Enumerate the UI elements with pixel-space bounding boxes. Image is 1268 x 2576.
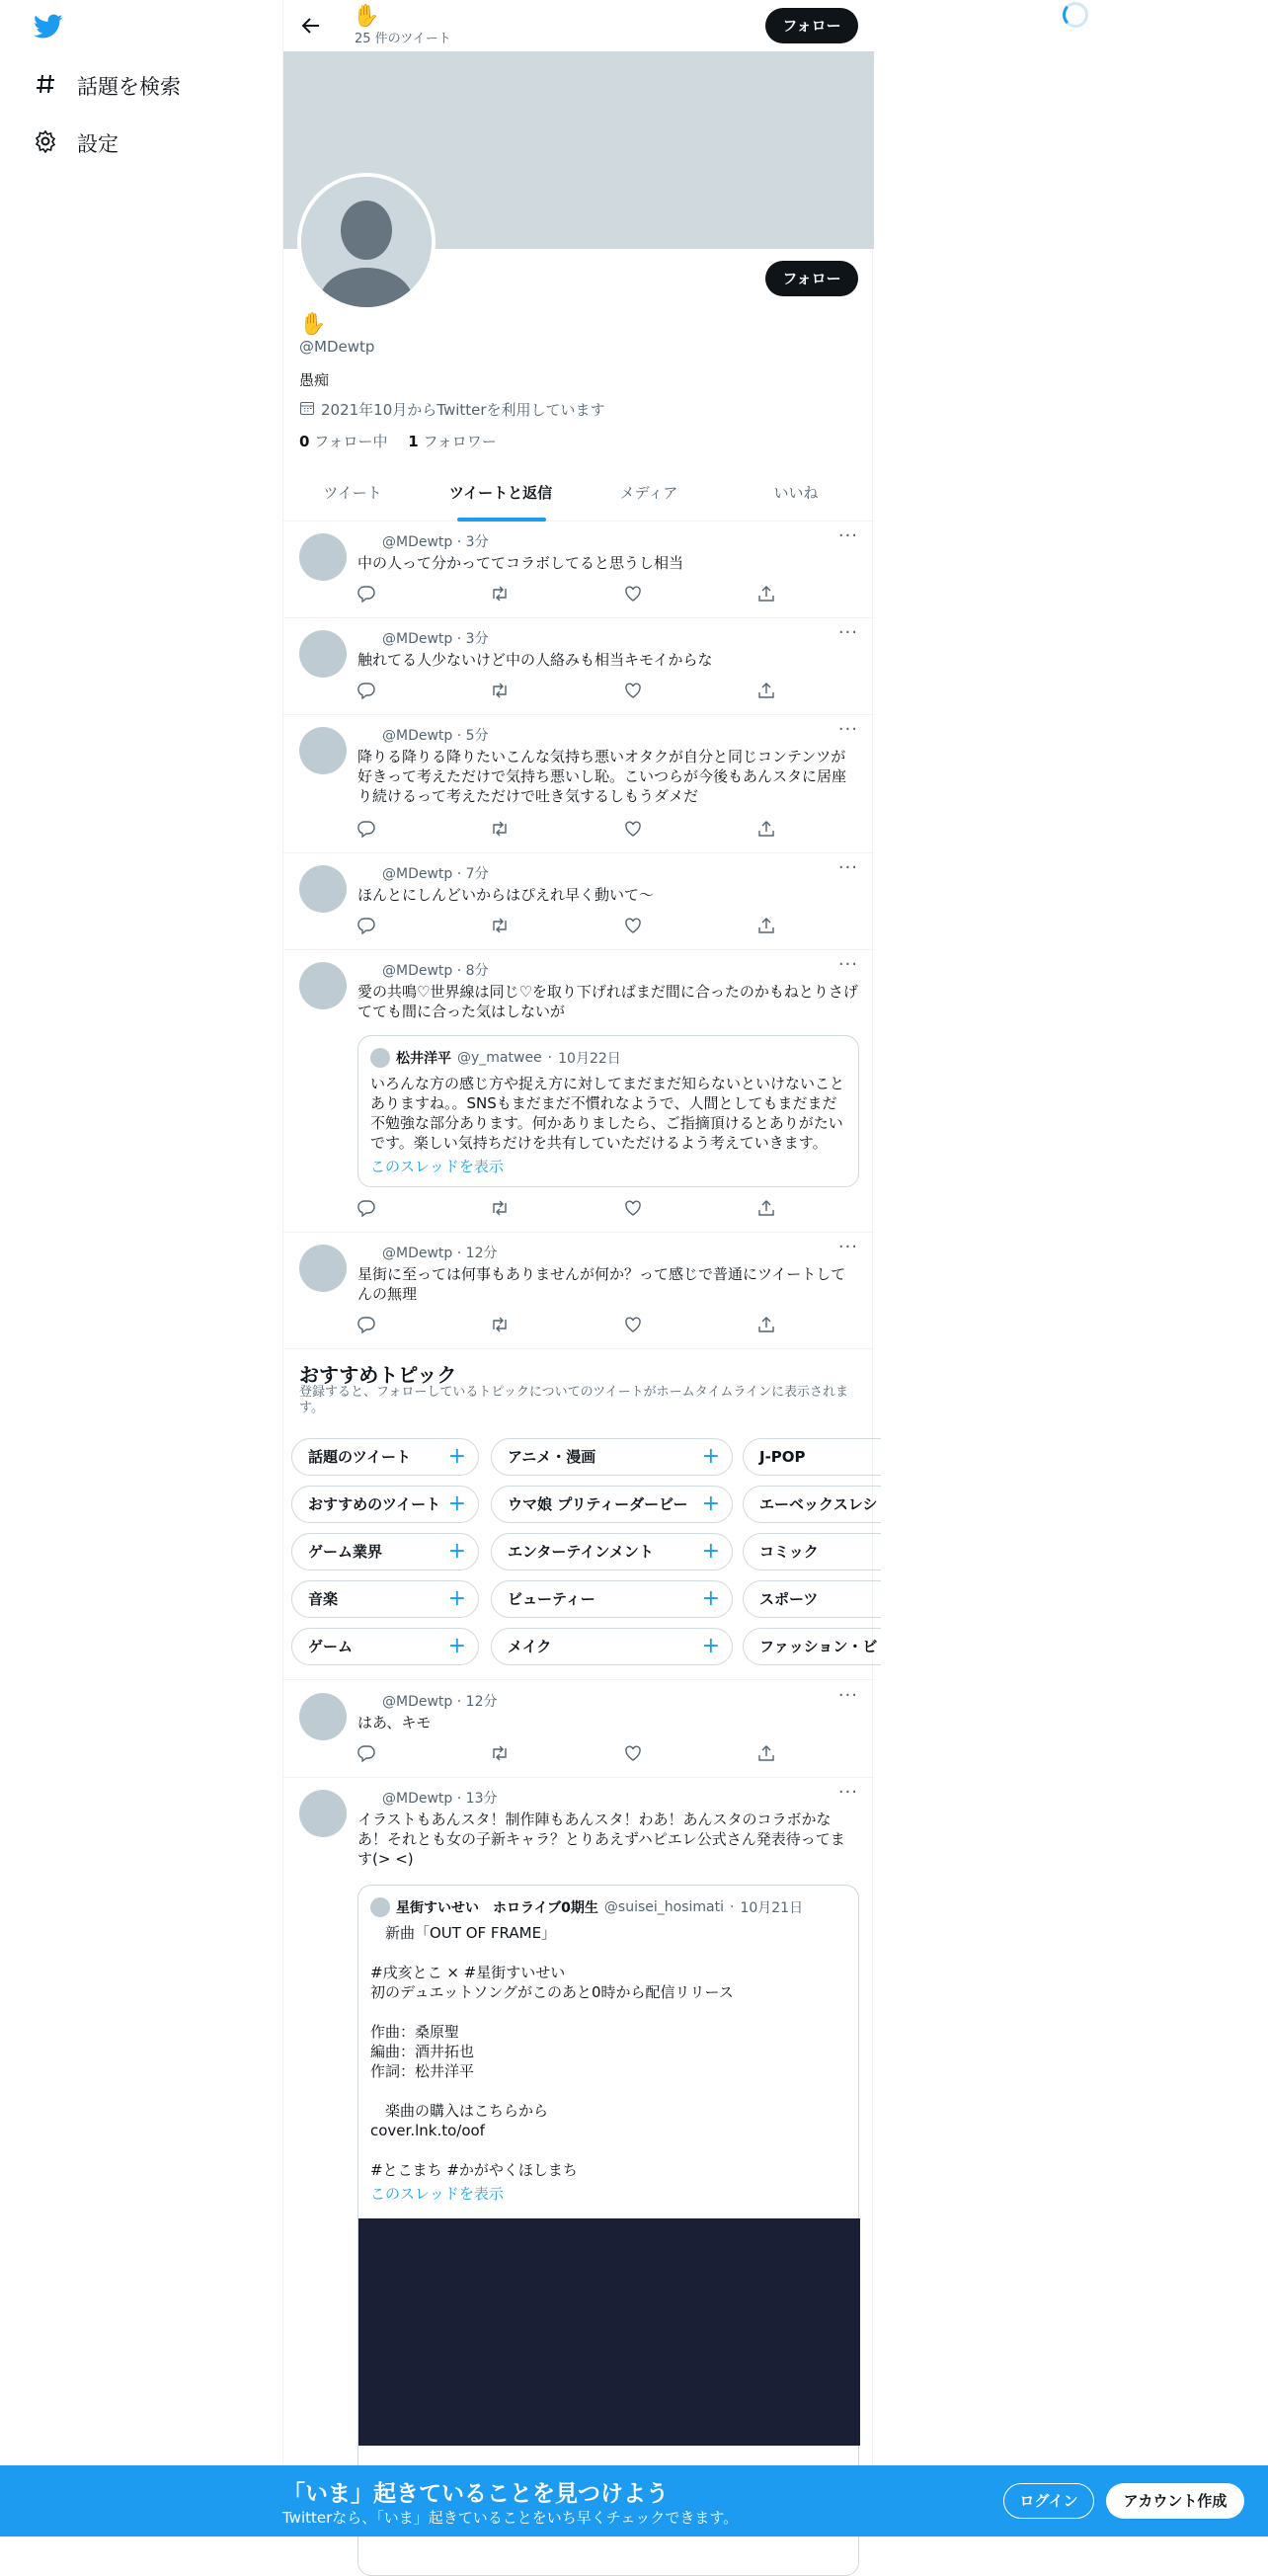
tweet-text: 触れてる人少ないけど中の人絡みも相当キモイからな (357, 651, 713, 669)
plus-icon[interactable]: + (447, 1444, 466, 1469)
header-tweet-count: 25 件のツイート (355, 32, 451, 46)
topic-chip-label: コミック (759, 1543, 819, 1561)
reply-icon[interactable] (357, 682, 375, 703)
tweet-avatar[interactable] (299, 1245, 347, 1292)
plus-icon[interactable]: + (447, 1539, 466, 1564)
more-options-icon[interactable]: ··· (837, 719, 858, 740)
profile-avatar[interactable] (297, 173, 436, 311)
topic-chip[interactable] (291, 1628, 479, 1665)
plus-icon[interactable]: + (701, 1491, 720, 1516)
topic-chip-label: エンターテインメント (508, 1543, 654, 1561)
following-count: 0 (299, 433, 310, 450)
tweet-handle[interactable]: @MDewtp (382, 534, 453, 550)
tweet-time[interactable]: 7分 (465, 866, 489, 882)
followers-link[interactable] (408, 433, 496, 450)
tweet-actions (357, 1744, 782, 1764)
tweet-time[interactable]: 8分 (465, 963, 489, 979)
quoted-text: いろんな方の感じ方や捉え方に対してまだまだ知らないといけないことありますね。。SNSもまだまだ不慣れなようで、人間としてもまだまだ不勉強な部分あります。何かありましたら、ご指摘頂けるとありがたいです。楽しい気持ちだけを共有していただけるよう考えていきます。 (370, 1075, 845, 1152)
topic-chip-label: エーベックスレシ (759, 1495, 878, 1513)
profile-joined (299, 399, 605, 420)
tweet-meta: @MDewtp · 7分 (382, 866, 489, 882)
tweet-avatar[interactable] (299, 1693, 347, 1740)
topics-subtitle: 登録すると、フォローしているトピックについてのツイートがホームタイムラインに表示されます。 (299, 1385, 849, 1415)
plus-icon[interactable]: + (447, 1586, 466, 1611)
topic-chip-label: ファッション・ビ (759, 1638, 878, 1655)
plus-icon[interactable]: + (701, 1444, 720, 1469)
login-button[interactable]: ログイン (1003, 2483, 1094, 2519)
tweet-time[interactable]: 5分 (465, 728, 489, 744)
tab-likes[interactable] (718, 470, 874, 522)
show-thread-link[interactable]: このスレッドを表示 (370, 1158, 504, 1175)
topic-chip[interactable] (491, 1438, 733, 1476)
retweet-icon[interactable] (490, 682, 510, 703)
tweet-actions (357, 585, 782, 604)
show-thread-link[interactable]: このスレッドを表示 (370, 2185, 504, 2203)
tweet-text: 愛の共鳴♡世界線は同じ♡を取り下げればまだ間に合ったのかもねとりさげてても間に合った気はしないが (357, 983, 858, 1020)
profile-tabs (283, 470, 874, 522)
default-avatar-icon (301, 177, 432, 307)
topics-title: おすすめトピック (299, 1363, 457, 1387)
profile-name: ✋ (299, 312, 327, 337)
more-options-icon[interactable]: ··· (837, 954, 858, 975)
followers-label: フォロワー (423, 433, 497, 450)
tweet-text: 星街に至っては何事もありませんが何か？って感じで普通にツイートしてんの無理 (357, 1265, 846, 1303)
joined-label: 2021年10月からTwitterを利用しています (321, 401, 605, 419)
quoted-media-image[interactable] (358, 2218, 860, 2446)
topic-chip-label: ビューティー (508, 1590, 595, 1608)
back-arrow-icon[interactable] (301, 16, 321, 40)
tweet-time[interactable]: 12分 (465, 1694, 498, 1710)
topic-chip[interactable] (743, 1486, 881, 1523)
tweet-meta: @MDewtp · 3分 (382, 631, 489, 647)
tweet-item[interactable] (283, 522, 874, 618)
topic-chip-label: 話題のツイート (308, 1448, 411, 1466)
tweet-text: 中の人って分かっててコラボしてると思うし相当 (357, 554, 684, 572)
tweet-item[interactable] (283, 715, 874, 853)
tweet-time[interactable]: 3分 (465, 631, 489, 647)
retweet-icon[interactable] (490, 820, 510, 842)
tweet-actions (357, 1199, 782, 1219)
followers-count: 1 (408, 433, 419, 450)
signup-button[interactable]: アカウント作成 (1106, 2483, 1244, 2519)
tweet-handle[interactable]: @MDewtp (382, 728, 453, 744)
tab-tweets-and-replies[interactable] (422, 470, 580, 522)
tweet-text: 降りる降りる降りたいこんな気持ち悪いオタクが自分と同じコンテンツが好きって考えただけで気持ち悪いし恥。こいつらが今後もあんスタに居座り続けるって考えただけで吐き気するしもうダメだ (357, 748, 847, 805)
tweet-text: ほんとにしんどいからはぴえれ早く動いて〜 (357, 886, 655, 904)
quoted-tweet-header: 松井洋平 @y_matwee · 10月22日 (370, 1048, 621, 1068)
tweet-avatar[interactable] (299, 630, 347, 678)
tweet-time[interactable]: 13分 (465, 1791, 498, 1807)
topic-chip-label: ゲーム業界 (308, 1543, 383, 1561)
tweet-item[interactable] (283, 853, 874, 950)
twitter-logo-icon[interactable] (34, 14, 63, 43)
tweet-handle[interactable]: @MDewtp (382, 1791, 453, 1807)
topic-chip[interactable] (491, 1486, 733, 1523)
divider (283, 1679, 874, 1680)
tweet-item[interactable] (283, 618, 874, 715)
topic-chip-label: ゲーム (308, 1638, 354, 1655)
hashtag-icon (34, 72, 57, 101)
quoted-handle: @suisei_hosimati (603, 1899, 724, 1915)
topic-chip[interactable] (491, 1533, 733, 1570)
tweet-item[interactable] (283, 950, 874, 1233)
nav-settings-label: 設定 (77, 132, 119, 156)
more-options-icon[interactable]: ··· (837, 857, 858, 878)
topic-chip[interactable] (743, 1628, 881, 1665)
quoted-date: 10月21日 (740, 1900, 804, 1916)
plus-icon[interactable]: + (447, 1491, 466, 1516)
tweet-time[interactable]: 3分 (465, 534, 489, 550)
more-options-icon[interactable]: ··· (837, 1782, 858, 1803)
share-icon[interactable] (757, 1199, 775, 1221)
topic-chip[interactable] (291, 1533, 479, 1570)
tweet-handle[interactable]: @MDewtp (382, 963, 453, 979)
header-follow-button[interactable]: フォロー (765, 8, 858, 43)
reply-icon[interactable] (357, 820, 375, 842)
tweet-actions (357, 682, 782, 701)
retweet-icon[interactable] (490, 1316, 510, 1337)
topic-chip[interactable] (291, 1486, 479, 1523)
tweet-avatar[interactable] (299, 1790, 347, 1837)
retweet-icon[interactable] (490, 1199, 510, 1221)
follow-stats (299, 431, 497, 451)
tab-tweets-label: ツイート (323, 484, 382, 502)
profile-header (283, 0, 874, 51)
topic-chip-label: スポーツ (759, 1590, 819, 1608)
quoted-name: 星街すいせい ホロライブ0期生 (396, 1900, 598, 1916)
share-icon[interactable] (757, 682, 775, 703)
topic-chip[interactable] (743, 1580, 881, 1618)
nav-settings[interactable] (34, 128, 119, 158)
quoted-avatar (370, 1897, 390, 1917)
header-name: ✋ (353, 4, 380, 29)
tab-tweets[interactable] (283, 470, 422, 522)
retweet-icon[interactable] (490, 585, 510, 606)
tweet-avatar[interactable] (299, 727, 347, 774)
topic-chip[interactable] (491, 1628, 733, 1665)
share-icon[interactable] (757, 1316, 775, 1337)
signup-banner (0, 2465, 1268, 2536)
tweet-avatar[interactable] (299, 865, 347, 913)
tweet-meta: @MDewtp · 12分 (382, 1246, 498, 1261)
topic-chip[interactable] (291, 1580, 479, 1618)
like-icon[interactable] (624, 1316, 642, 1337)
plus-icon[interactable]: + (701, 1634, 720, 1658)
share-icon[interactable] (757, 585, 775, 606)
tweet-item[interactable] (283, 1681, 874, 1778)
more-options-icon[interactable]: ··· (837, 1685, 858, 1706)
following-label: フォロー中 (314, 433, 388, 450)
like-icon[interactable] (624, 1744, 642, 1766)
nav-explore-label: 話題を検索 (77, 75, 181, 99)
plus-icon[interactable]: + (447, 1634, 466, 1658)
loading-spinner-icon (1063, 2, 1088, 28)
topic-chip-label: ウマ娘 プリティーダービー (508, 1495, 688, 1513)
topic-chip[interactable] (743, 1533, 881, 1570)
tweet-handle[interactable]: @MDewtp (382, 1694, 453, 1710)
like-icon[interactable] (624, 682, 642, 703)
tweet-actions (357, 1316, 782, 1335)
plus-icon[interactable]: + (701, 1586, 720, 1611)
reply-icon[interactable] (357, 1744, 375, 1766)
topic-chip-label: J-POP (759, 1448, 806, 1466)
reply-icon[interactable] (357, 585, 375, 606)
tweet-meta: @MDewtp · 13分 (382, 1791, 498, 1807)
tab-media-label: メディア (619, 484, 678, 502)
quoted-text: 新曲「OUT OF FRAME」 #戌亥とこ × #星街すいせい 初のデュエットソングがこのあと0時から配信リリース 作曲：桑原聖 編曲：酒井拓也 作詞：松井洋平 楽曲の購入はこちらから cover.lnk.to/oof #とこまち #かがやくほしまち (370, 1924, 734, 2179)
tweet-avatar[interactable] (299, 962, 347, 1009)
tweet-time[interactable]: 12分 (465, 1246, 498, 1261)
calendar-icon (299, 400, 315, 420)
more-options-icon[interactable]: ··· (837, 525, 858, 546)
tweet-handle[interactable]: @MDewtp (382, 631, 453, 647)
topic-chip[interactable] (743, 1438, 881, 1476)
left-navigation (0, 0, 282, 2536)
tweet-meta: @MDewtp · 3分 (382, 534, 489, 550)
topic-chip-label: アニメ・漫画 (508, 1448, 596, 1466)
signup-banner-title: 「いま」起きていることを見つけよう (282, 2481, 669, 2507)
gear-icon (34, 129, 57, 158)
tweet-meta: @MDewtp · 12分 (382, 1694, 498, 1710)
tweet-item[interactable] (283, 1233, 874, 1349)
quoted-date: 10月22日 (558, 1051, 621, 1067)
profile-bio: 愚痴 (299, 371, 330, 389)
like-icon[interactable] (624, 820, 642, 842)
like-icon[interactable] (624, 585, 642, 606)
tab-media[interactable] (580, 470, 718, 522)
profile-follow-button[interactable]: フォロー (765, 261, 858, 296)
tweet-text: イラストもあんスタ！制作陣もあんスタ！わあ！あんスタのコラボかなあ！それとも女の子新キャラ？とりあえずハピエレ公式さん発表待ってます(> <) (357, 1811, 845, 1868)
tweet-actions (357, 820, 782, 840)
retweet-icon[interactable] (490, 1744, 510, 1766)
share-icon[interactable] (757, 1744, 775, 1766)
tweet-meta: @MDewtp · 5分 (382, 728, 489, 744)
reply-icon[interactable] (357, 917, 375, 938)
main-column (282, 0, 878, 2536)
tweet-meta: @MDewtp · 8分 (382, 963, 489, 979)
share-icon[interactable] (757, 820, 775, 842)
reply-icon[interactable] (357, 1199, 375, 1221)
following-link[interactable] (299, 433, 387, 450)
profile-handle: @MDewtp (299, 338, 375, 356)
tweet-handle[interactable]: @MDewtp (382, 1246, 453, 1261)
quoted-handle: @y_matwee (457, 1050, 542, 1066)
like-icon[interactable] (624, 917, 642, 938)
tweet-avatar[interactable] (299, 533, 347, 581)
signup-banner-subtitle: Twitterなら、「いま」起きていることをいち早くチェックできます。 (282, 2509, 739, 2527)
tweet-text: はあ、キモ (357, 1714, 432, 1731)
quoted-avatar (370, 1048, 390, 1068)
share-icon[interactable] (757, 917, 775, 938)
quoted-name: 松井洋平 (396, 1051, 451, 1067)
tab-replies-label: ツイートと返信 (448, 484, 553, 502)
plus-icon[interactable]: + (701, 1539, 720, 1564)
like-icon[interactable] (624, 1199, 642, 1221)
tweet-handle[interactable]: @MDewtp (382, 866, 453, 882)
quoted-tweet[interactable] (357, 1035, 859, 1187)
quoted-tweet-header: 星街すいせい ホロライブ0期生 @suisei_hosimati · 10月21日 (370, 1897, 803, 1917)
nav-explore[interactable] (34, 71, 181, 101)
tab-likes-label: いいね (773, 484, 819, 502)
reply-icon[interactable] (357, 1316, 375, 1337)
retweet-icon[interactable] (490, 917, 510, 938)
topic-chip[interactable] (291, 1438, 479, 1476)
more-options-icon[interactable]: ··· (837, 622, 858, 643)
more-options-icon[interactable]: ··· (837, 1237, 858, 1257)
topic-chip-label: 音楽 (308, 1590, 339, 1608)
topic-chip-label: メイク (508, 1638, 552, 1655)
tweet-actions (357, 917, 782, 936)
topic-chip[interactable] (491, 1580, 733, 1618)
topic-chip-label: おすすめのツイート (308, 1495, 441, 1513)
